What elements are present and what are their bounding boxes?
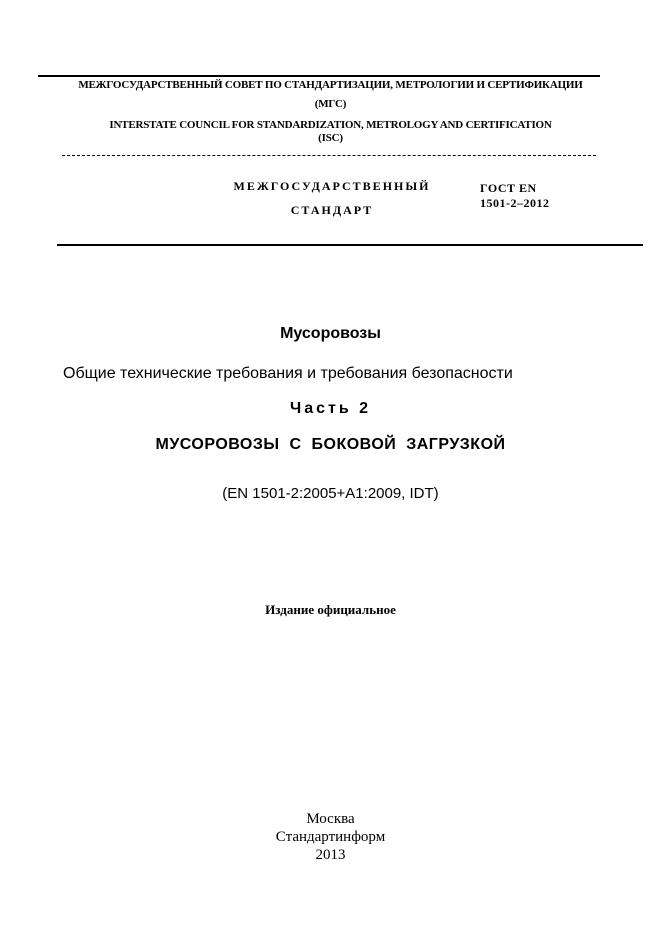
imprint-city: Москва <box>306 811 355 827</box>
imprint-year: 2013 <box>315 847 346 863</box>
mid-rule <box>57 244 643 246</box>
document-title: Мусоровозы <box>280 325 381 342</box>
standard-code-line2: 1501-2–2012 <box>480 196 550 210</box>
council-ru-abbr: (МГС) <box>314 98 347 110</box>
standard-type-line1: МЕЖГОСУДАРСТВЕННЫЙ <box>233 179 431 193</box>
standard-code-line1: ГОСТ EN <box>480 181 537 195</box>
council-ru: МЕЖГОСУДАРСТВЕННЫЙ СОВЕТ ПО СТАНДАРТИЗАЦИИ, МЕТРОЛОГИИ И СЕРТИФИКАЦИИ <box>78 79 583 91</box>
imprint-publisher: Стандартинформ <box>275 829 386 845</box>
document-reference: (EN 1501-2:2005+A1:2009, IDT) <box>222 485 439 502</box>
edition-label: Издание официальное <box>265 602 396 617</box>
header-divider <box>62 155 596 156</box>
document-subtitle: Общие технические требования и требования безопасности <box>63 365 513 382</box>
document-part-title: МУСОРОВОЗЫ С БОКОВОЙ ЗАГРУЗКОЙ <box>155 436 506 453</box>
top-rule <box>38 75 600 77</box>
standard-type-line2: СТАНДАРТ <box>290 203 374 217</box>
document-part: Часть 2 <box>289 400 372 417</box>
council-en-abbr: (ISC) <box>318 132 343 144</box>
council-en: INTERSTATE COUNCIL FOR STANDARDIZATION, METROLOGY AND CERTIFICATION <box>109 119 552 131</box>
